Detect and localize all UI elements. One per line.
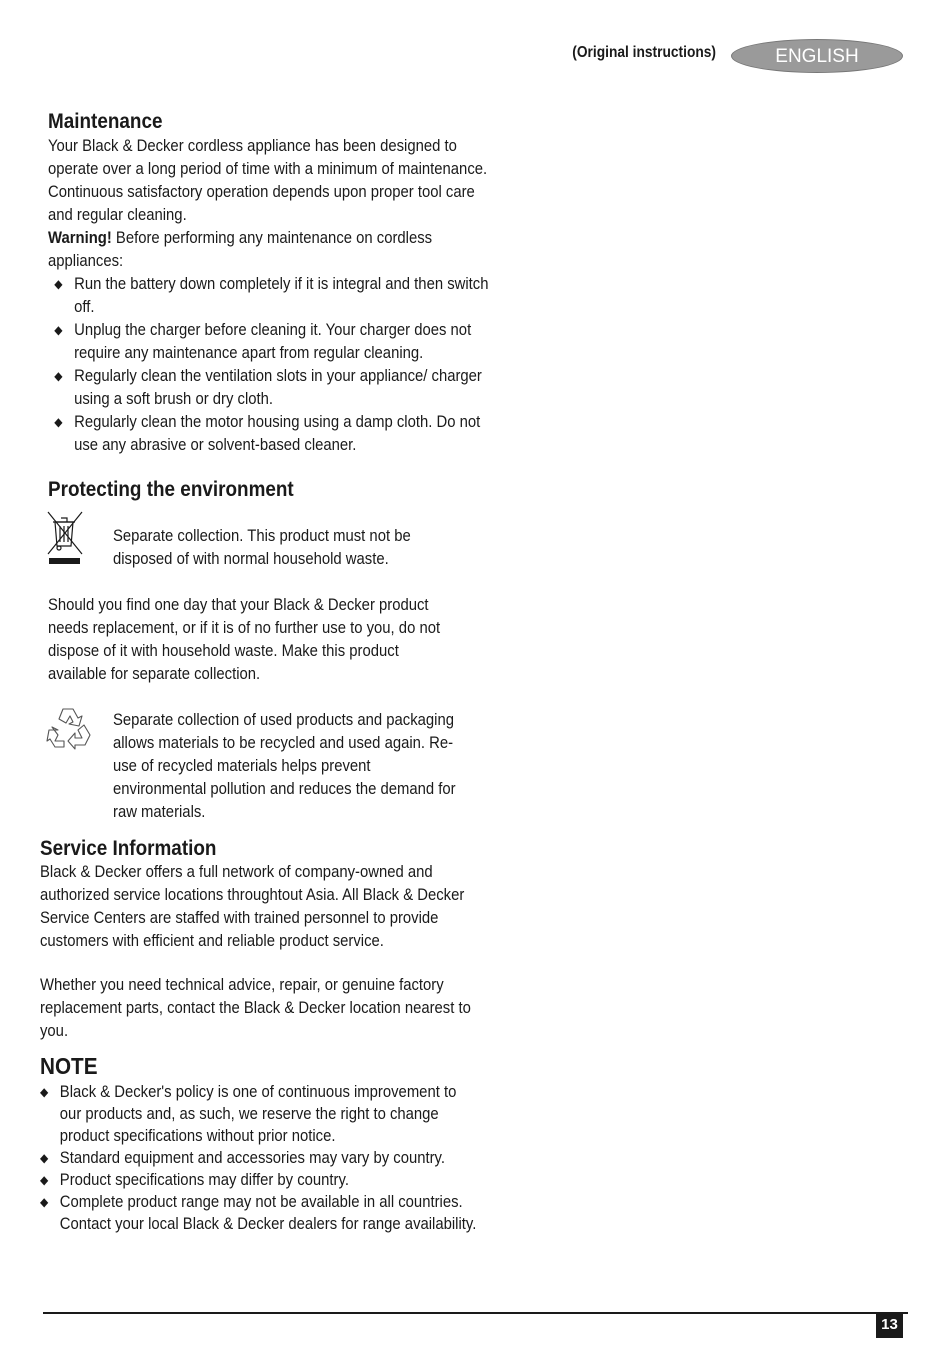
recycle-icon bbox=[46, 705, 94, 751]
maintenance-heading: Maintenance bbox=[48, 110, 163, 133]
bullet-icon: ◆ bbox=[54, 323, 63, 337]
bullet-icon: ◆ bbox=[40, 1151, 49, 1165]
maintenance-intro: Your Black & Decker cordless appliance has been designed to operate over a long period of time with a minimum of maintenance. Continuous satisfactory operation depends upon proper tool care and regular cleaning. bbox=[48, 137, 488, 224]
service-paragraph-2: Whether you need technical advice, repair, or genuine factory replacement parts, contact the Black & Decker location nearest to you. bbox=[40, 976, 471, 1040]
warning-text: Before performing any maintenance on cordless appliances: bbox=[48, 229, 433, 270]
bullet-icon: ◆ bbox=[54, 415, 63, 429]
list-item: ◆ Complete product range may not be available in all countries. Contact your local Black & Decker dealers for range availability. bbox=[40, 1193, 477, 1233]
footer-rule bbox=[43, 1312, 908, 1314]
list-item: ◆ Unplug the charger before cleaning it. Your charger does not require any maintenance apart from regular cleaning. bbox=[54, 321, 472, 362]
bullet-icon: ◆ bbox=[40, 1173, 49, 1187]
environment-section bbox=[48, 478, 488, 502]
list-item: ◆ Regularly clean the motor housing using a damp cloth. Do not use any abrasive or solvent-based cleaner. bbox=[54, 413, 481, 454]
list-item: ◆ Run the battery down completely if it is integral and then switch off. bbox=[54, 275, 489, 316]
note-section bbox=[40, 1053, 480, 1235]
list-item: ◆ Black & Decker's policy is one of continuous improvement to our products and, as such, we reserve the right to change product specifications without prior notice. bbox=[40, 1083, 457, 1145]
maintenance-list bbox=[48, 273, 489, 457]
page-number: 13 bbox=[876, 1312, 903, 1338]
list-item: ◆ Regularly clean the ventilation slots in your appliance/ charger using a soft brush or dry cloth. bbox=[54, 367, 482, 408]
environment-heading: Protecting the environment bbox=[48, 478, 294, 501]
language-tab: ENGLISH bbox=[731, 39, 903, 73]
maintenance-section bbox=[48, 110, 488, 457]
recycling-block bbox=[113, 709, 553, 824]
maintenance-warning bbox=[48, 227, 489, 273]
recycling-text: Separate collection of used products and packaging allows materials to be recycled and used again. Re-use of recycled materials helps prevent environmental pollution and reduces the demand for raw materials. bbox=[113, 711, 456, 821]
replacement-block bbox=[48, 594, 488, 686]
bullet-icon: ◆ bbox=[40, 1195, 49, 1209]
bullet-icon: ◆ bbox=[54, 369, 63, 383]
bullet-icon: ◆ bbox=[54, 277, 63, 291]
warning-label: Warning! bbox=[48, 229, 112, 247]
note-heading: NOTE bbox=[40, 1053, 98, 1079]
list-item: ◆ Standard equipment and accessories may vary by country. bbox=[40, 1149, 446, 1167]
service-paragraph-1: Black & Decker offers a full network of company-owned and authorized service locations throughtout Asia. All Black & Decker Service Centers are staffed with trained personnel to provide customers with efficient and reliable product service. bbox=[40, 863, 465, 950]
service-heading: Service Information bbox=[40, 837, 217, 860]
replacement-text: Should you find one day that your Black & Decker product needs replacement, or if it is of no further use to you, do not dispose of it with household waste. Make this product available for separate collection. bbox=[48, 596, 441, 683]
separate-collection-text: Separate collection. This product must not be disposed of with normal household waste. bbox=[113, 527, 411, 568]
service-section bbox=[40, 837, 480, 1043]
list-item: ◆ Product specifications may differ by country. bbox=[40, 1171, 349, 1189]
crossed-out-wheelie-bin-icon bbox=[46, 510, 84, 568]
original-instructions-label: (Original instructions) bbox=[572, 44, 716, 61]
bullet-icon: ◆ bbox=[40, 1085, 49, 1099]
separate-collection-block bbox=[113, 525, 553, 571]
note-list bbox=[40, 1081, 481, 1235]
